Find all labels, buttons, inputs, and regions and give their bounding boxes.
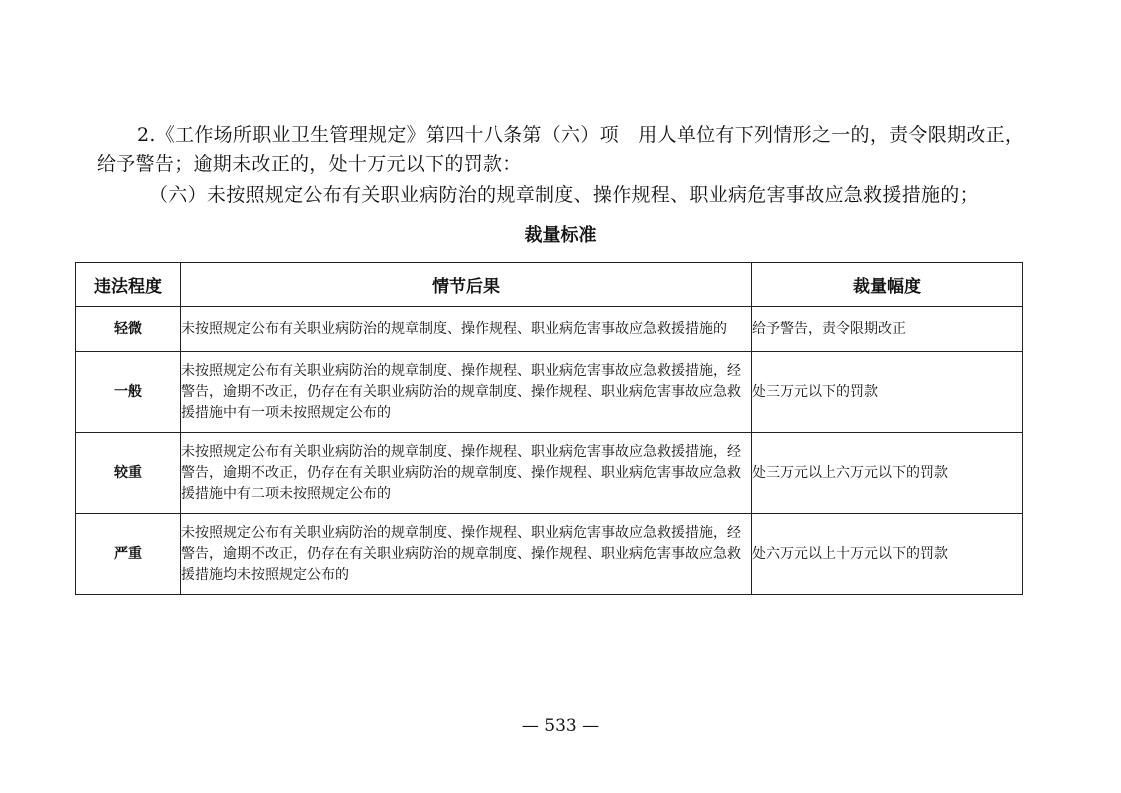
table-row xyxy=(76,514,1023,595)
penalty-range-cell: 给予警告，责令限期改正 xyxy=(752,307,1023,352)
table-header-row xyxy=(76,263,1023,307)
circumstances-cell: 未按照规定公布有关职业病防治的规章制度、操作规程、职业病危害事故应急救援措施，经警告，逾期不改正，仍存在有关职业病防治的规章制度、操作规程、职业病危害事故应急救援措施均未按照规定公布的 xyxy=(181,514,752,595)
regulation-clause-paragraph: 2.《工作场所职业卫生管理规定》第四十八条第（六）项 用人单位有下列情形之一的，责令限期改正，给予警告；逾期未改正的，处十万元以下的罚款： xyxy=(97,124,1025,175)
penalty-range-cell: 处六万元以上十万元以下的罚款 xyxy=(752,514,1023,595)
violation-level-cell: 严重 xyxy=(76,514,181,595)
circumstances-cell: 未按照规定公布有关职业病防治的规章制度、操作规程、职业病危害事故应急救援措施的 xyxy=(181,307,752,352)
violation-item-paragraph: （六）未按照规定公布有关职业病防治的规章制度、操作规程、职业病危害事故应急救援措施的； xyxy=(149,184,979,206)
header-violation-level: 违法程度 xyxy=(76,263,181,307)
page-number: — 533 — xyxy=(521,716,600,736)
table-title: 裁量标准 xyxy=(524,225,597,246)
penalty-range-cell: 处三万元以上六万元以下的罚款 xyxy=(752,433,1023,514)
violation-level-cell: 较重 xyxy=(76,433,181,514)
table-row xyxy=(76,433,1023,514)
violation-level-cell: 轻微 xyxy=(76,307,181,352)
table-row xyxy=(76,352,1023,433)
header-penalty-range: 裁量幅度 xyxy=(752,263,1023,307)
penalty-range-cell: 处三万元以下的罚款 xyxy=(752,352,1023,433)
table-row xyxy=(76,307,1023,352)
header-circumstances: 情节后果 xyxy=(181,263,752,307)
circumstances-cell: 未按照规定公布有关职业病防治的规章制度、操作规程、职业病危害事故应急救援措施，经警告，逾期不改正，仍存在有关职业病防治的规章制度、操作规程、职业病危害事故应急救援措施中有一项未按照规定公布的 xyxy=(181,352,752,433)
circumstances-cell: 未按照规定公布有关职业病防治的规章制度、操作规程、职业病危害事故应急救援措施，经警告，逾期不改正，仍存在有关职业病防治的规章制度、操作规程、职业病危害事故应急救援措施中有二项未按照规定公布的 xyxy=(181,433,752,514)
discretion-standard-table xyxy=(75,262,1023,595)
violation-level-cell: 一般 xyxy=(76,352,181,433)
